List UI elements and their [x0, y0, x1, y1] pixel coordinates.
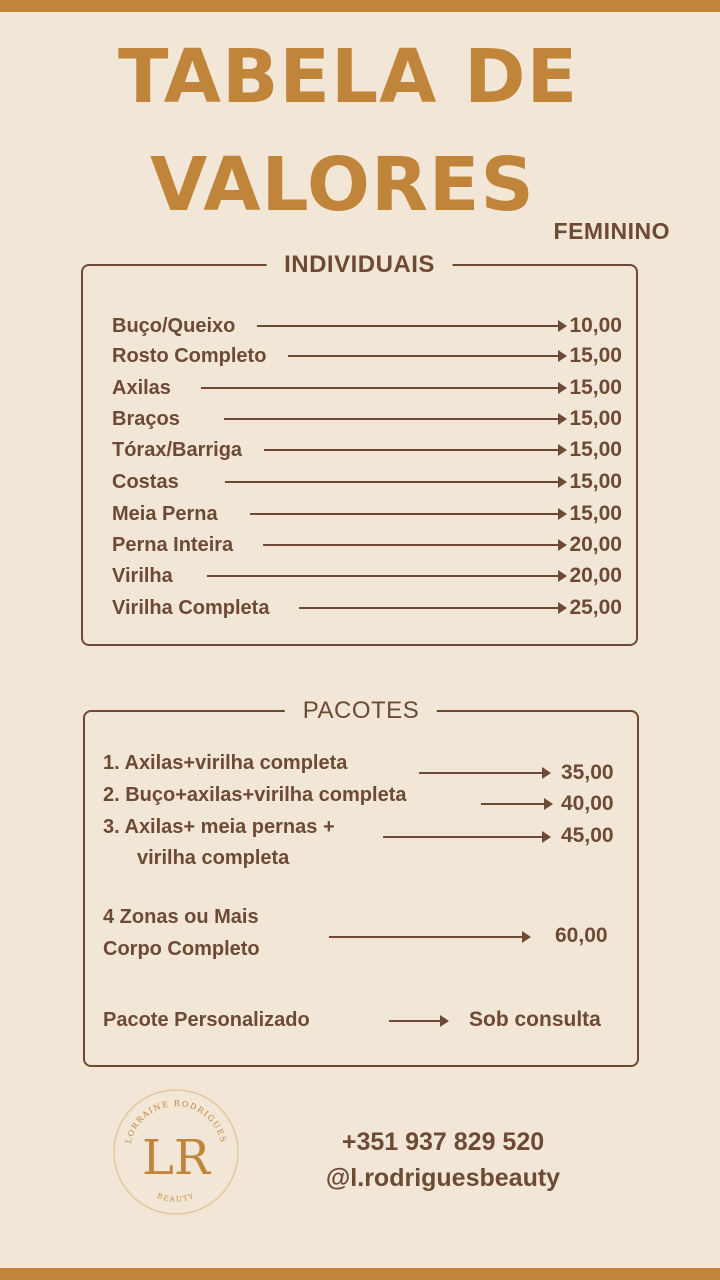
service-price: 15,00 — [569, 470, 622, 493]
package-label: 4 Zonas ou Mais — [103, 906, 259, 928]
arrow-right-icon — [288, 355, 565, 357]
logo-monogram: LR — [141, 1130, 211, 1186]
service-price: 15,00 — [569, 502, 622, 525]
individuais-section — [81, 251, 638, 646]
arrow-right-icon — [263, 544, 565, 546]
arrow-right-icon — [257, 325, 565, 327]
service-label: Buço/Queixo — [112, 314, 236, 337]
price-row — [112, 405, 622, 433]
bottom-accent-bar — [0, 1268, 720, 1280]
service-label: Meia Perna — [112, 502, 218, 525]
service-price: 25,00 — [569, 596, 622, 619]
service-label: Axilas — [112, 376, 171, 399]
service-label: Virilha — [112, 564, 173, 587]
service-price: 10,00 — [569, 314, 622, 337]
service-label: Virilha Completa — [112, 596, 270, 619]
package-label: Pacote Personalizado — [103, 1009, 310, 1031]
package-label: 2. Buço+axilas+virilha completa — [103, 784, 407, 806]
price-row — [112, 374, 622, 402]
package-price: 40,00 — [561, 792, 614, 815]
service-price: 15,00 — [569, 407, 622, 430]
service-price: 15,00 — [569, 344, 622, 367]
service-label: Costas — [112, 470, 179, 493]
package-label: 3. Axilas+ meia pernas + — [103, 816, 335, 838]
category-subtitle: FEMININO — [553, 218, 670, 244]
package-price: Sob consulta — [469, 1008, 601, 1031]
pacotes-heading: PACOTES — [285, 695, 437, 727]
arrow-right-icon — [299, 607, 565, 609]
page-title-line1: TABELA DE — [118, 34, 579, 120]
package-label-continued: Corpo Completo — [103, 938, 260, 960]
contact-instagram[interactable]: @l.rodriguesbeauty — [325, 1164, 561, 1192]
package-price: 35,00 — [561, 761, 614, 784]
arrow-right-icon — [224, 418, 566, 420]
price-row — [112, 562, 622, 590]
logo-top-text: LORRAINE RODRIGUES — [123, 1098, 229, 1145]
pacotes-section — [83, 697, 639, 1067]
contact-phone[interactable]: +351 937 829 520 — [341, 1128, 545, 1156]
package-price: 60,00 — [555, 924, 608, 947]
brand-logo — [112, 1088, 240, 1216]
service-price: 15,00 — [569, 438, 622, 461]
arrow-right-icon — [225, 481, 566, 483]
service-price: 20,00 — [569, 533, 622, 556]
arrow-right-icon — [329, 936, 529, 938]
package-price: 45,00 — [561, 824, 614, 847]
service-label: Braços — [112, 407, 180, 430]
arrow-right-icon — [481, 803, 551, 805]
arrow-right-icon — [201, 387, 566, 389]
package-label: 1. Axilas+virilha completa — [103, 752, 348, 774]
price-row — [112, 594, 622, 622]
service-price: 20,00 — [569, 564, 622, 587]
page-title-line2: VALORES — [150, 142, 535, 228]
price-row — [112, 342, 622, 370]
arrow-right-icon — [250, 513, 566, 515]
price-row — [112, 312, 622, 340]
arrow-right-icon — [419, 772, 549, 774]
individuais-heading: INDIVIDUAIS — [266, 249, 453, 281]
service-label: Rosto Completo — [112, 344, 267, 367]
service-label: Tórax/Barriga — [112, 438, 243, 461]
price-row — [112, 500, 622, 528]
service-price: 15,00 — [569, 376, 622, 399]
top-accent-bar — [0, 0, 720, 12]
price-row — [112, 531, 622, 559]
service-label: Perna Inteira — [112, 533, 234, 556]
arrow-right-icon — [383, 836, 549, 838]
price-row — [112, 436, 622, 464]
package-label-continued: virilha completa — [137, 847, 290, 869]
logo-bottom-text: BEAUTY — [156, 1191, 196, 1204]
arrow-right-icon — [207, 575, 566, 577]
arrow-right-icon — [389, 1020, 447, 1022]
svg-text:BEAUTY — [156, 1192, 196, 1204]
price-row — [112, 468, 622, 496]
arrow-right-icon — [264, 449, 565, 451]
